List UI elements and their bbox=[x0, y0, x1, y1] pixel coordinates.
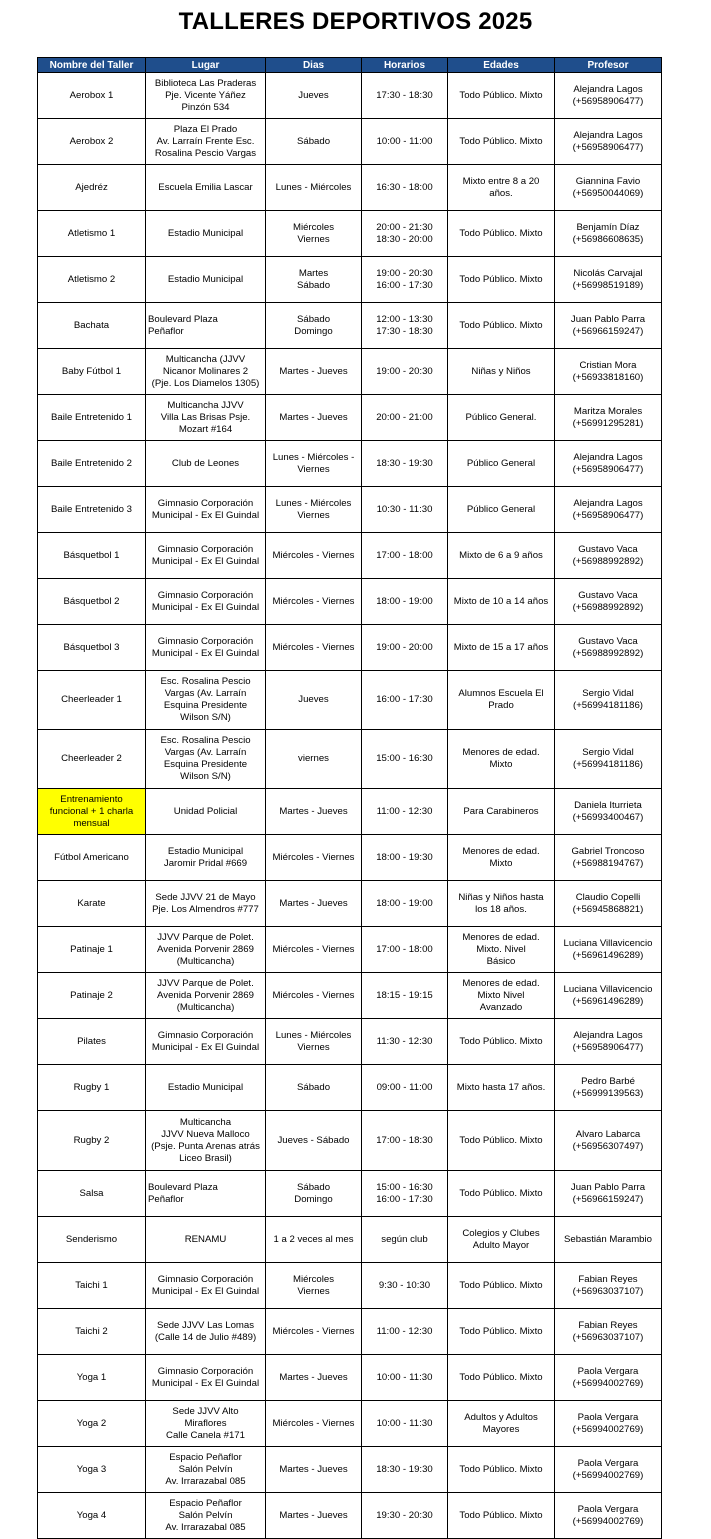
column-header-dias: Dias bbox=[266, 58, 362, 73]
cell-taller: Taichi 1 bbox=[38, 1263, 146, 1309]
cell-profesor: Paola Vergara (+56994002769) bbox=[555, 1447, 662, 1493]
cell-taller: Fútbol Americano bbox=[38, 835, 146, 881]
talleres-table bbox=[37, 57, 662, 1539]
cell-horarios: 16:00 - 17:30 bbox=[362, 671, 448, 730]
cell-profesor: Alejandra Lagos (+56958906477) bbox=[555, 73, 662, 119]
cell-lugar: Boulevard Plaza Peñaflor bbox=[146, 1171, 266, 1217]
cell-lugar: Gimnasio Corporación Municipal - Ex El Guindal bbox=[146, 625, 266, 671]
cell-horarios: 09:00 - 11:00 bbox=[362, 1065, 448, 1111]
table-row bbox=[38, 973, 662, 1019]
table-row bbox=[38, 1263, 662, 1309]
table-row bbox=[38, 927, 662, 973]
cell-horarios: 10:00 - 11:30 bbox=[362, 1355, 448, 1401]
cell-edades: Colegios y Clubes Adulto Mayor bbox=[448, 1217, 555, 1263]
column-header-profesor: Profesor bbox=[555, 58, 662, 73]
cell-lugar: JJVV Parque de Polet. Avenida Porvenir 2869 (Multicancha) bbox=[146, 927, 266, 973]
cell-lugar: RENAMU bbox=[146, 1217, 266, 1263]
cell-dias: Jueves bbox=[266, 671, 362, 730]
cell-lugar: Gimnasio Corporación Municipal - Ex El Guindal bbox=[146, 1019, 266, 1065]
cell-edades: Mixto de 15 a 17 años bbox=[448, 625, 555, 671]
cell-dias: Sábado Domingo bbox=[266, 303, 362, 349]
cell-dias: Miércoles - Viernes bbox=[266, 973, 362, 1019]
cell-edades: Para Carabineros bbox=[448, 789, 555, 835]
cell-profesor: Gabriel Troncoso (+56988194767) bbox=[555, 835, 662, 881]
table-row bbox=[38, 1309, 662, 1355]
cell-profesor: Alvaro Labarca (+56956307497) bbox=[555, 1111, 662, 1171]
cell-taller: Bachata bbox=[38, 303, 146, 349]
cell-profesor: Alejandra Lagos (+56958906477) bbox=[555, 119, 662, 165]
cell-lugar: Escuela Emilia Lascar bbox=[146, 165, 266, 211]
cell-profesor: Pedro Barbé (+56999139563) bbox=[555, 1065, 662, 1111]
cell-lugar: JJVV Parque de Polet. Avenida Porvenir 2869 (Multicancha) bbox=[146, 973, 266, 1019]
cell-lugar: Gimnasio Corporación Municipal - Ex El Guindal bbox=[146, 1355, 266, 1401]
cell-dias: Martes - Jueves bbox=[266, 349, 362, 395]
table-row bbox=[38, 1493, 662, 1539]
cell-dias: Miércoles - Viernes bbox=[266, 533, 362, 579]
table-row bbox=[38, 579, 662, 625]
cell-profesor: Fabian Reyes (+56963037107) bbox=[555, 1263, 662, 1309]
cell-edades: Todo Público. Mixto bbox=[448, 1263, 555, 1309]
cell-horarios: 19:00 - 20:30 bbox=[362, 349, 448, 395]
cell-horarios: 11:30 - 12:30 bbox=[362, 1019, 448, 1065]
cell-taller: Cheerleader 1 bbox=[38, 671, 146, 730]
table-row bbox=[38, 441, 662, 487]
cell-dias: Lunes - Miércoles Viernes bbox=[266, 487, 362, 533]
cell-lugar: Esc. Rosalina Pescio Vargas (Av. Larraín Esquina Presidente Wilson S/N) bbox=[146, 730, 266, 789]
cell-profesor: Sergio Vidal (+56994181186) bbox=[555, 730, 662, 789]
cell-edades: Menores de edad. Mixto. Nivel Básico bbox=[448, 927, 555, 973]
cell-dias: Martes - Jueves bbox=[266, 395, 362, 441]
cell-horarios: 10:30 - 11:30 bbox=[362, 487, 448, 533]
cell-taller: Patinaje 1 bbox=[38, 927, 146, 973]
cell-taller: Atletismo 1 bbox=[38, 211, 146, 257]
cell-lugar: Club de Leones bbox=[146, 441, 266, 487]
cell-profesor: Alejandra Lagos (+56958906477) bbox=[555, 487, 662, 533]
table-row bbox=[38, 395, 662, 441]
cell-dias: Miércoles Viernes bbox=[266, 211, 362, 257]
cell-taller: Cheerleader 2 bbox=[38, 730, 146, 789]
cell-horarios: según club bbox=[362, 1217, 448, 1263]
cell-edades: Mixto de 10 a 14 años bbox=[448, 579, 555, 625]
table-row bbox=[38, 349, 662, 395]
cell-profesor: Paola Vergara (+56994002769) bbox=[555, 1493, 662, 1539]
cell-taller: Senderismo bbox=[38, 1217, 146, 1263]
cell-profesor: Juan Pablo Parra (+56966159247) bbox=[555, 303, 662, 349]
cell-lugar: Biblioteca Las Praderas Pje. Vicente Yáñez Pinzón 534 bbox=[146, 73, 266, 119]
cell-horarios: 17:30 - 18:30 bbox=[362, 73, 448, 119]
cell-taller: Baby Fútbol 1 bbox=[38, 349, 146, 395]
cell-lugar: Unidad Policial bbox=[146, 789, 266, 835]
cell-edades: Todo Público. Mixto bbox=[448, 303, 555, 349]
cell-dias: Martes - Jueves bbox=[266, 881, 362, 927]
cell-horarios: 11:00 - 12:30 bbox=[362, 789, 448, 835]
cell-taller: Entrenamiento funcional + 1 charla mensual bbox=[38, 789, 146, 835]
cell-taller: Aerobox 2 bbox=[38, 119, 146, 165]
cell-horarios: 19:30 - 20:30 bbox=[362, 1493, 448, 1539]
table-row bbox=[38, 835, 662, 881]
cell-profesor: Gustavo Vaca (+56988992892) bbox=[555, 533, 662, 579]
cell-lugar: Multicancha (JJVV Nicanor Molinares 2 (Pje. Los Diamelos 1305) bbox=[146, 349, 266, 395]
cell-edades: Mixto hasta 17 años. bbox=[448, 1065, 555, 1111]
cell-profesor: Alejandra Lagos (+56958906477) bbox=[555, 441, 662, 487]
cell-profesor: Sebastián Marambio bbox=[555, 1217, 662, 1263]
cell-horarios: 18:00 - 19:00 bbox=[362, 881, 448, 927]
cell-lugar: Boulevard Plaza Peñaflor bbox=[146, 303, 266, 349]
cell-taller: Baile Entretenido 2 bbox=[38, 441, 146, 487]
cell-dias: Martes - Jueves bbox=[266, 1447, 362, 1493]
cell-horarios: 17:00 - 18:30 bbox=[362, 1111, 448, 1171]
cell-taller: Ajedréz bbox=[38, 165, 146, 211]
cell-taller: Básquetbol 3 bbox=[38, 625, 146, 671]
cell-dias: Sábado bbox=[266, 119, 362, 165]
cell-edades: Menores de edad. Mixto bbox=[448, 835, 555, 881]
column-header-edades: Edades bbox=[448, 58, 555, 73]
cell-profesor: Paola Vergara (+56994002769) bbox=[555, 1355, 662, 1401]
table-row bbox=[38, 1171, 662, 1217]
cell-profesor: Giannina Favio (+56950044069) bbox=[555, 165, 662, 211]
table-row bbox=[38, 1447, 662, 1493]
cell-taller: Yoga 3 bbox=[38, 1447, 146, 1493]
cell-horarios: 12:00 - 13:30 17:30 - 18:30 bbox=[362, 303, 448, 349]
cell-edades: Todo Público. Mixto bbox=[448, 1493, 555, 1539]
cell-lugar: Estadio Municipal bbox=[146, 257, 266, 303]
cell-taller: Rugby 1 bbox=[38, 1065, 146, 1111]
cell-taller: Aerobox 1 bbox=[38, 73, 146, 119]
cell-edades: Menores de edad. Mixto bbox=[448, 730, 555, 789]
cell-edades: Alumnos Escuela El Prado bbox=[448, 671, 555, 730]
cell-horarios: 9:30 - 10:30 bbox=[362, 1263, 448, 1309]
cell-edades: Todo Público. Mixto bbox=[448, 257, 555, 303]
cell-profesor: Alejandra Lagos (+56958906477) bbox=[555, 1019, 662, 1065]
cell-horarios: 17:00 - 18:00 bbox=[362, 927, 448, 973]
cell-taller: Yoga 1 bbox=[38, 1355, 146, 1401]
cell-dias: Martes - Jueves bbox=[266, 789, 362, 835]
table-row bbox=[38, 789, 662, 835]
cell-dias: Jueves bbox=[266, 73, 362, 119]
cell-lugar: Plaza El Prado Av. Larraín Frente Esc. Rosalina Pescio Vargas bbox=[146, 119, 266, 165]
cell-profesor: Juan Pablo Parra (+56966159247) bbox=[555, 1171, 662, 1217]
cell-profesor: Sergio Vidal (+56994181186) bbox=[555, 671, 662, 730]
cell-taller: Yoga 2 bbox=[38, 1401, 146, 1447]
cell-lugar: Estadio Municipal bbox=[146, 1065, 266, 1111]
column-header-taller: Nombre del Taller bbox=[38, 58, 146, 73]
cell-lugar: Gimnasio Corporación Municipal - Ex El Guindal bbox=[146, 579, 266, 625]
cell-lugar: Espacio Peñaflor Salón Pelvín Av. Irrarazabal 085 bbox=[146, 1447, 266, 1493]
table-row bbox=[38, 73, 662, 119]
cell-edades: Todo Público. Mixto bbox=[448, 1355, 555, 1401]
cell-taller: Karate bbox=[38, 881, 146, 927]
column-header-horarios: Horarios bbox=[362, 58, 448, 73]
cell-edades: Todo Público. Mixto bbox=[448, 211, 555, 257]
cell-dias: Martes Sábado bbox=[266, 257, 362, 303]
cell-dias: Martes - Jueves bbox=[266, 1355, 362, 1401]
cell-profesor: Luciana Villavicencio (+56961496289) bbox=[555, 927, 662, 973]
header-row bbox=[38, 58, 662, 73]
cell-horarios: 15:00 - 16:30 16:00 - 17:30 bbox=[362, 1171, 448, 1217]
table-row bbox=[38, 1065, 662, 1111]
cell-lugar: Estadio Municipal bbox=[146, 211, 266, 257]
cell-lugar: Sede JJVV Las Lomas (Calle 14 de Julio #489) bbox=[146, 1309, 266, 1355]
cell-lugar: Gimnasio Corporación Municipal - Ex El Guindal bbox=[146, 533, 266, 579]
cell-horarios: 10:00 - 11:00 bbox=[362, 119, 448, 165]
cell-taller: Salsa bbox=[38, 1171, 146, 1217]
table-row bbox=[38, 671, 662, 730]
cell-taller: Baile Entretenido 1 bbox=[38, 395, 146, 441]
page-title: TALLERES DEPORTIVOS 2025 bbox=[178, 8, 533, 35]
cell-horarios: 18:30 - 19:30 bbox=[362, 1447, 448, 1493]
cell-horarios: 20:00 - 21:00 bbox=[362, 395, 448, 441]
cell-horarios: 15:00 - 16:30 bbox=[362, 730, 448, 789]
cell-horarios: 17:00 - 18:00 bbox=[362, 533, 448, 579]
cell-edades: Niñas y Niños hasta los 18 años. bbox=[448, 881, 555, 927]
cell-taller: Básquetbol 1 bbox=[38, 533, 146, 579]
table-row bbox=[38, 625, 662, 671]
cell-taller: Yoga 4 bbox=[38, 1493, 146, 1539]
cell-profesor: Maritza Morales (+56991295281) bbox=[555, 395, 662, 441]
cell-dias: Lunes - Miércoles Viernes bbox=[266, 1019, 362, 1065]
cell-edades: Todo Público. Mixto bbox=[448, 73, 555, 119]
cell-horarios: 11:00 - 12:30 bbox=[362, 1309, 448, 1355]
cell-dias: Miércoles - Viernes bbox=[266, 927, 362, 973]
cell-taller: Atletismo 2 bbox=[38, 257, 146, 303]
table-row bbox=[38, 533, 662, 579]
cell-edades: Mixto de 6 a 9 años bbox=[448, 533, 555, 579]
cell-dias: Miércoles - Viernes bbox=[266, 1309, 362, 1355]
cell-horarios: 20:00 - 21:30 18:30 - 20:00 bbox=[362, 211, 448, 257]
cell-dias: Sábado bbox=[266, 1065, 362, 1111]
cell-edades: Todo Público. Mixto bbox=[448, 1111, 555, 1171]
cell-edades: Niñas y Niños bbox=[448, 349, 555, 395]
table-row bbox=[38, 119, 662, 165]
cell-edades: Todo Público. Mixto bbox=[448, 1019, 555, 1065]
cell-lugar: Gimnasio Corporación Municipal - Ex El Guindal bbox=[146, 1263, 266, 1309]
cell-taller: Rugby 2 bbox=[38, 1111, 146, 1171]
cell-lugar: Sede JJVV Alto Miraflores Calle Canela #171 bbox=[146, 1401, 266, 1447]
cell-edades: Público General bbox=[448, 441, 555, 487]
cell-dias: viernes bbox=[266, 730, 362, 789]
cell-dias: Martes - Jueves bbox=[266, 1493, 362, 1539]
cell-profesor: Nicolás Carvajal (+56998519189) bbox=[555, 257, 662, 303]
cell-dias: 1 a 2 veces al mes bbox=[266, 1217, 362, 1263]
table-row bbox=[38, 1111, 662, 1171]
cell-profesor: Gustavo Vaca (+56988992892) bbox=[555, 625, 662, 671]
table-row bbox=[38, 303, 662, 349]
cell-dias: Sábado Domingo bbox=[266, 1171, 362, 1217]
table-row bbox=[38, 211, 662, 257]
cell-lugar: Esc. Rosalina Pescio Vargas (Av. Larraín Esquina Presidente Wilson S/N) bbox=[146, 671, 266, 730]
cell-lugar: Sede JJVV 21 de Mayo Pje. Los Almendros #777 bbox=[146, 881, 266, 927]
cell-horarios: 10:00 - 11:30 bbox=[362, 1401, 448, 1447]
cell-dias: Lunes - Miércoles - Viernes bbox=[266, 441, 362, 487]
cell-edades: Menores de edad. Mixto Nivel Avanzado bbox=[448, 973, 555, 1019]
cell-horarios: 18:00 - 19:00 bbox=[362, 579, 448, 625]
cell-profesor: Fabian Reyes (+56963037107) bbox=[555, 1309, 662, 1355]
cell-profesor: Gustavo Vaca (+56988992892) bbox=[555, 579, 662, 625]
table-row bbox=[38, 257, 662, 303]
table-header bbox=[38, 58, 662, 73]
cell-horarios: 18:15 - 19:15 bbox=[362, 973, 448, 1019]
cell-lugar: Estadio Municipal Jaromir Pridal #669 bbox=[146, 835, 266, 881]
cell-horarios: 18:00 - 19:30 bbox=[362, 835, 448, 881]
cell-dias: Miércoles - Viernes bbox=[266, 835, 362, 881]
cell-taller: Pilates bbox=[38, 1019, 146, 1065]
cell-dias: Miércoles - Viernes bbox=[266, 1401, 362, 1447]
table-row bbox=[38, 487, 662, 533]
cell-lugar: Multicancha JJVV Nueva Malloco (Psje. Punta Arenas atrás Liceo Brasil) bbox=[146, 1111, 266, 1171]
cell-profesor: Claudio Copelli (+56945868821) bbox=[555, 881, 662, 927]
cell-profesor: Cristian Mora (+56933818160) bbox=[555, 349, 662, 395]
cell-profesor: Luciana Villavicencio (+56961496289) bbox=[555, 973, 662, 1019]
cell-taller: Patinaje 2 bbox=[38, 973, 146, 1019]
cell-taller: Básquetbol 2 bbox=[38, 579, 146, 625]
cell-taller: Baile Entretenido 3 bbox=[38, 487, 146, 533]
column-header-lugar: Lugar bbox=[146, 58, 266, 73]
cell-horarios: 19:00 - 20:30 16:00 - 17:30 bbox=[362, 257, 448, 303]
cell-dias: Miércoles - Viernes bbox=[266, 625, 362, 671]
table-row bbox=[38, 1401, 662, 1447]
cell-profesor: Benjamín Díaz (+56986608635) bbox=[555, 211, 662, 257]
table-row bbox=[38, 730, 662, 789]
cell-horarios: 16:30 - 18:00 bbox=[362, 165, 448, 211]
cell-edades: Público General. bbox=[448, 395, 555, 441]
cell-lugar: Espacio Peñaflor Salón Pelvín Av. Irrarazabal 085 bbox=[146, 1493, 266, 1539]
table-body bbox=[38, 73, 662, 1539]
cell-dias: Miércoles Viernes bbox=[266, 1263, 362, 1309]
table-row bbox=[38, 165, 662, 211]
table-row bbox=[38, 881, 662, 927]
cell-dias: Jueves - Sábado bbox=[266, 1111, 362, 1171]
cell-horarios: 18:30 - 19:30 bbox=[362, 441, 448, 487]
table-row bbox=[38, 1217, 662, 1263]
cell-dias: Miércoles - Viernes bbox=[266, 579, 362, 625]
cell-edades: Todo Público. Mixto bbox=[448, 1171, 555, 1217]
cell-edades: Todo Público. Mixto bbox=[448, 1447, 555, 1493]
cell-edades: Público General bbox=[448, 487, 555, 533]
cell-lugar: Gimnasio Corporación Municipal - Ex El Guindal bbox=[146, 487, 266, 533]
table-row bbox=[38, 1019, 662, 1065]
cell-profesor: Paola Vergara (+56994002769) bbox=[555, 1401, 662, 1447]
table-row bbox=[38, 1355, 662, 1401]
cell-profesor: Daniela Iturrieta (+56993400467) bbox=[555, 789, 662, 835]
cell-taller: Taichi 2 bbox=[38, 1309, 146, 1355]
cell-edades: Adultos y Adultos Mayores bbox=[448, 1401, 555, 1447]
cell-edades: Todo Público. Mixto bbox=[448, 119, 555, 165]
cell-lugar: Multicancha JJVV Villa Las Brisas Psje. Mozart #164 bbox=[146, 395, 266, 441]
cell-dias: Lunes - Miércoles bbox=[266, 165, 362, 211]
cell-horarios: 19:00 - 20:00 bbox=[362, 625, 448, 671]
cell-edades: Todo Público. Mixto bbox=[448, 1309, 555, 1355]
cell-edades: Mixto entre 8 a 20 años. bbox=[448, 165, 555, 211]
